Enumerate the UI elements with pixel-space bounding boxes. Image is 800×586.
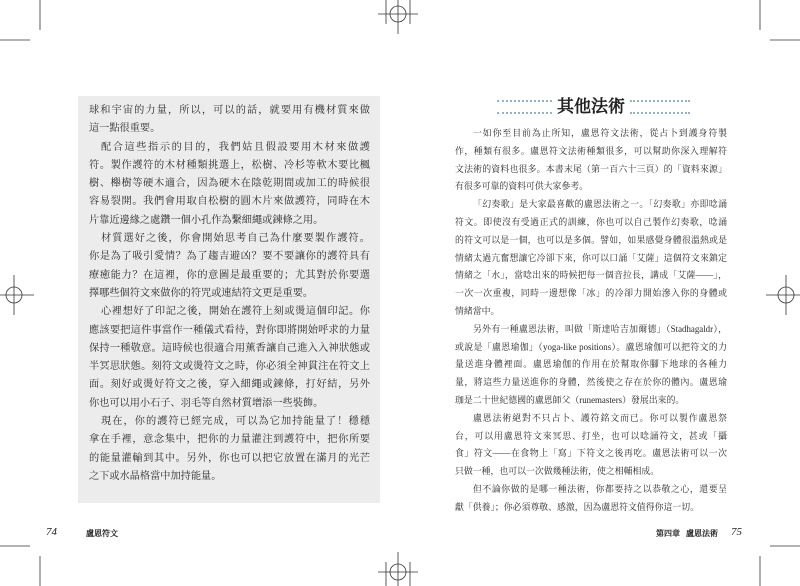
chapter-label: 第四章 (656, 529, 680, 538)
text-line: 擇哪些個符文來做你的符咒或連結符文更是重要。 (89, 287, 314, 299)
text-line: 但不論你做的是哪一種法術，你都要持之以恭敬之心，還要呈 (473, 483, 727, 494)
paragraph (89, 102, 370, 139)
text-line: 食」符文——在食物上「寫」下符文之後再吃。盧恩法術可以一次 (455, 448, 727, 459)
paragraph (455, 196, 727, 321)
text-line: 的能量灌輸到其中。另外，你也可以把它放置在滿月的光芒 (89, 452, 370, 464)
text-line: 台，可以用盧恩符文來冥思、打坐，也可以唸誦符文，甚或「攝 (455, 430, 727, 441)
paragraph (89, 230, 370, 303)
text-line: 情緒太過亢奮想讓它冷卻下來，你可以口誦「艾薩」這個符文來鎮定 (455, 252, 727, 263)
text-line: 一次一次重複，同時一邊想像「冰」的冷卻力開始滲入你的身體或 (455, 288, 727, 299)
text-line: 樹、櫸樹等硬木適合，因為硬木在陰乾期間或加工的時候很 (89, 178, 370, 190)
text-line: 作，種類有很多。盧恩符文法術種類很多，可以幫助你深入理解符 (455, 145, 727, 156)
title-dots-right (630, 100, 690, 114)
text-line: 只做一種，也可以一次做幾種法術，使之相輔相成。 (455, 466, 660, 477)
paragraph (89, 413, 370, 486)
text-line: 之下或水晶格當中加持能量。 (89, 470, 222, 482)
text-line: 量，將這些力量送進你的身體，然後使之存在於你的體內。盧恩瑜 (455, 377, 727, 388)
text-line: 另外有一種盧恩法術，叫做「斯達哈吉加爾德」（Stadhagaldr）， (473, 323, 727, 334)
text-line: 療癒能力？在這裡，你的意圖是最重要的；尤其對於你要選 (89, 269, 370, 281)
text-line: 配合這些指示的目的，我們姑且假設要用木材來做護 (101, 141, 370, 153)
text-line: 面。刻好或燙好符文之後，穿入細繩或鍊條，打好結，另外 (89, 379, 370, 391)
text-line: 有很多可靠的資料可供大家參考。 (455, 181, 589, 192)
text-line: 「幻奏歌」是大家最喜歡的盧恩法術之一。「幻奏歌」亦即唸誦 (473, 199, 727, 210)
text-line: 拿在手裡，意念集中，把你的力量灌注到護符中，把你所要 (89, 434, 370, 446)
body-text (455, 125, 727, 517)
paragraph (455, 125, 727, 196)
page-number-right: 75 (731, 526, 742, 538)
running-title-right: 盧恩法術 (686, 529, 718, 538)
gray-text-panel (78, 96, 380, 503)
text-line: 獻「供養」；你必須尊敬、感激，因為盧恩符文值得你這一切。 (455, 501, 700, 512)
running-title-left: 盧恩符文 (86, 529, 118, 538)
text-line: 材質選好之後，你會開始思考自己為什麼要製作護符。 (101, 233, 370, 245)
text-line: 盧恩法術絕對不只占卜、護符銘文而已。你可以製作盧恩祭 (473, 412, 727, 423)
text-line: 的符文可以是一個，也可以是多個。譬如，如果感覺身體很溫熱或是 (455, 234, 727, 245)
section-title: 其他法術 (557, 97, 625, 117)
text-line: 你是為了吸引愛情？為了趨吉避凶？要不要讓你的護符具有 (89, 251, 370, 263)
paragraph (89, 303, 370, 413)
text-line: 一如你至目前為止所知，盧恩符文法術，從占卜到護身符製 (473, 128, 727, 138)
text-line: 量送進身體裡面。盧恩瑜伽的作用在於幫取你腳下地球的各種力 (455, 359, 727, 370)
paragraph (455, 410, 727, 481)
text-line: 球和宇宙的力量，所以，可以的話，就要用有機材質來做 (89, 105, 370, 116)
text-line: 容易裂開。我們會用取自松樹的圓木片來做護符，同時在木 (89, 196, 370, 208)
text-line: 現在，你的護符已經完成，可以為它加持能量了！穩穩 (101, 416, 370, 428)
text-line: 或說是「盧恩瑜伽」（yoga-like positions）。盧恩瑜伽可以把符文的力 (455, 341, 727, 352)
text-line: 心裡想好了印記之後，開始在護符上刻或燙這個印記。你 (101, 306, 370, 318)
text-line: 文法術的資料也很多。本書末尾（第一百六十三頁）的「資料來源」 (455, 163, 727, 174)
paragraph (89, 139, 370, 230)
text-line: 保持一種敬意。這時候也很適合用薰香讓自己進入入神狀態或 (89, 342, 370, 354)
text-line: 你也可以用小石子、羽毛等自然材質增添一些裝飾。 (89, 397, 324, 409)
text-line: 應該要把這件事當作一種儀式看待，對你即將開始呼求的力量 (89, 324, 370, 336)
registration-mark-right (766, 275, 800, 315)
text-line: 情緒當中。 (455, 305, 500, 316)
text-line: 符。製作護符的木材種類挑選上，松樹、冷杉等軟木要比楓 (89, 159, 370, 171)
page-number-left: 74 (46, 526, 57, 538)
text-line: 符文。即使沒有受過正式的訓練，你也可以自己製作幻奏歌，唸誦 (455, 216, 727, 227)
text-line: 珈是二十世紀德國的盧恩師父（runemasters）發展出來的。 (455, 394, 685, 405)
text-line: 半冥思狀態。刻符文或燙符文之時，你必須全神貫注在符文上 (89, 361, 370, 373)
text-line: 情緒之「水」，當唸出來的時候把每一個音拉長，講成「艾薩——」， (455, 270, 727, 281)
paragraph (455, 481, 727, 517)
paragraph (455, 321, 727, 410)
text-line: 這一點很重要。 (89, 123, 161, 135)
text-line: 片靠近邊緣之處鑽一個小孔作為繫細繩或鍊條之用。 (89, 214, 324, 226)
